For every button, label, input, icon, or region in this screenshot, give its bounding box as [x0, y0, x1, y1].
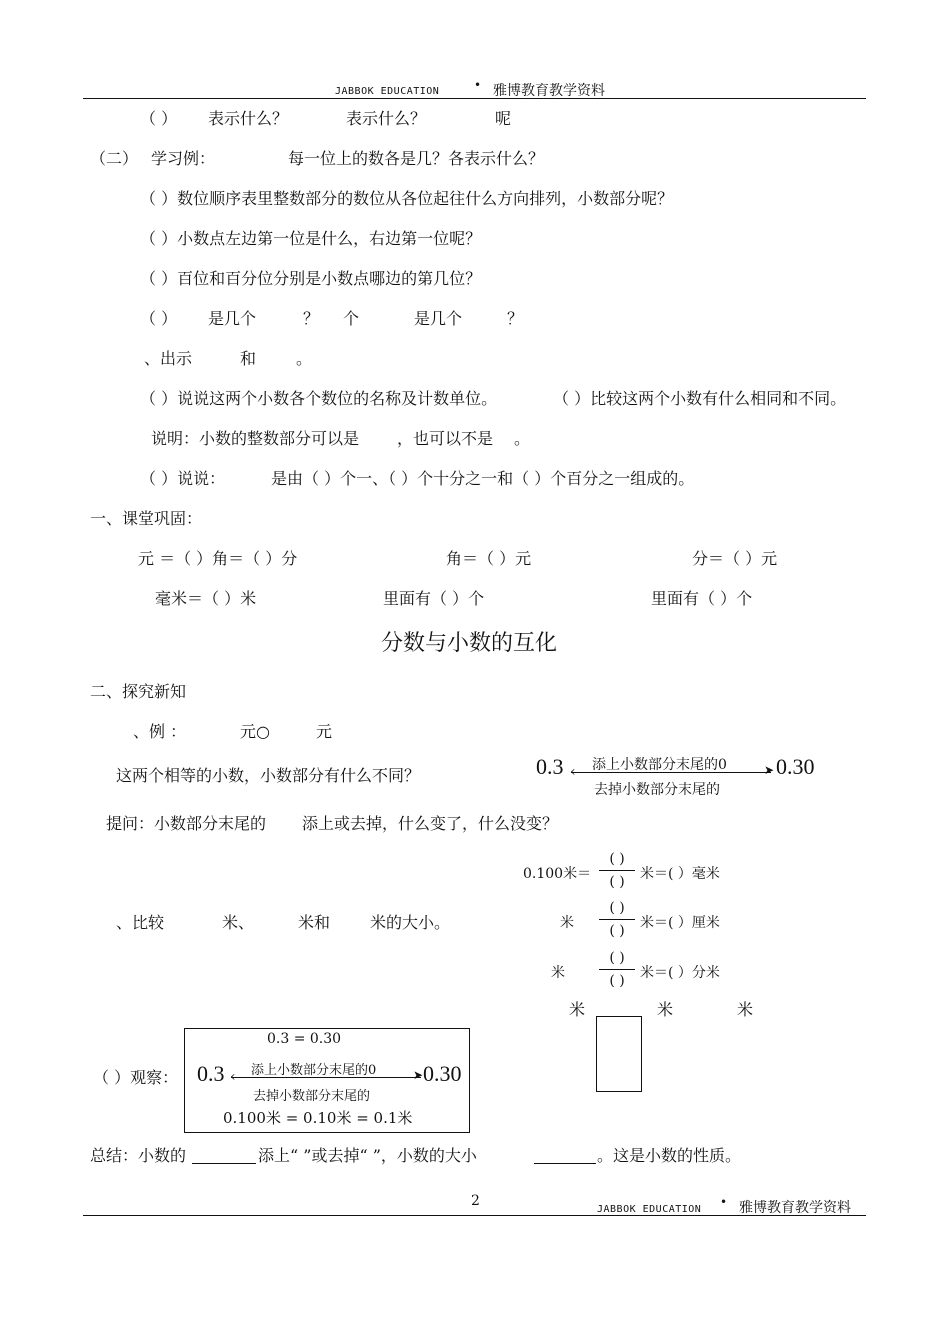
observe-eq2: 0.100米 = 0.10米 = 0.1米 [223, 1109, 413, 1127]
conv1-fraction-bar [599, 870, 635, 871]
question-compare: （ ）比较这两个小数有什么相同和不同。 [553, 389, 847, 408]
section-explore: 二、探究新知 [90, 682, 187, 701]
observe-arrow-line [231, 1077, 421, 1078]
conv4-unit-b: 米 [657, 1000, 674, 1019]
empty-rectangle [596, 1016, 642, 1092]
exercise-contains-2: 里面有（ ）个 [651, 589, 753, 608]
line7-period: 。 [296, 349, 313, 368]
ask-b: 添上或去掉，什么变了，什么没变？ [302, 814, 559, 833]
question-first-digit: （ ）小数点左边第一位是什么，右边第一位呢？ [140, 229, 482, 248]
diagram-arrow-line [571, 772, 771, 773]
question-names: （ ）说说这两个小数各个数位的名称及计数单位。 [140, 389, 498, 408]
learn-example-label: 学习例： [151, 149, 216, 168]
line7-and: 和 [240, 349, 257, 368]
footer-rule [83, 1215, 866, 1216]
exercise-yuan: 元 ＝（ ）角＝（ ）分 [138, 549, 298, 568]
observe-arrow-right-icon: ➤ [413, 1068, 424, 1082]
line1-text-c: 表示什么？ [346, 109, 427, 128]
line6-text-e: 是几个 [414, 309, 463, 328]
footer-brand-en: JABBOK EDUCATION [597, 1204, 702, 1215]
summary-blank-2 [534, 1163, 596, 1164]
line1-text-d: 呢 [495, 109, 512, 128]
compare-c: 米和 [298, 913, 331, 932]
conv3-right: 米＝( ）分米 [640, 965, 720, 981]
digit-question: 每一位上的数各是几？各表示什么？ [288, 149, 545, 168]
exercise-mm: 毫米＝（ ）米 [155, 589, 257, 608]
explanation-a: 说明：小数的整数部分可以是 [151, 429, 360, 448]
line7-show: 、出示 [144, 349, 193, 368]
compare-d: 米的大小。 [370, 913, 451, 932]
conv4-unit-a: 米 [569, 1000, 586, 1019]
example-label: 、例 ： [133, 722, 187, 741]
line6-text-c: ？ [303, 309, 320, 328]
example-yuan: 元 [316, 722, 333, 741]
explanation-b: ，也可以不是 [397, 429, 494, 448]
header-dot: • [474, 78, 482, 92]
explanation-c: 。 [514, 429, 531, 448]
summary-c: 。这是小数的性质。 [597, 1146, 742, 1165]
question-hundreds: （ ）百位和百分位分别是小数点哪边的第几位？ [140, 269, 482, 288]
footer-brand-cn: 雅博教育教学资料 [739, 1200, 851, 1216]
observe-top-label: 添上小数部分末尾的0 [251, 1063, 377, 1078]
footer-dot: • [720, 1195, 728, 1209]
summary-b: 添上“ ”或去掉“ ”，小数的大小 [258, 1146, 477, 1165]
observe-arrow-left-icon: ‹ [230, 1069, 236, 1085]
exercise-jiao: 角＝（ ）元 [446, 549, 532, 568]
conv2-denominator: ( ) [609, 923, 625, 939]
say-label: （ ）说说： [140, 469, 226, 488]
conv1-numerator: ( ) [609, 851, 625, 867]
conv3-numerator: ( ) [609, 950, 625, 966]
ask-a: 提问：小数部分末尾的 [106, 814, 267, 833]
diagram-left-value: 0.3 [536, 754, 564, 779]
example-yuan-circle: 元○ [240, 722, 270, 741]
conv1-left: 0.100米＝ [523, 866, 592, 882]
diagram-top-label: 添上小数部分末尾的0 [592, 757, 727, 773]
section-title: 分数与小数的互化 [381, 631, 558, 656]
exercise-contains-1: 里面有（ ）个 [383, 589, 485, 608]
conv3-denominator: ( ) [609, 973, 625, 989]
summary-blank-1 [192, 1163, 256, 1164]
conv2-right: 米＝( ）厘米 [640, 915, 720, 931]
question-order: （ ）数位顺序表里整数部分的数位从各位起往什么方向排列，小数部分呢？ [140, 189, 674, 208]
line1-text-b: 表示什么？ [208, 109, 289, 128]
question-difference: 这两个相等的小数，小数部分有什么不同？ [116, 766, 421, 785]
composition-text: 是由（ ）个一、（ ）个十分之一和（ ）个百分之一组成的。 [271, 469, 695, 488]
line6-text-d: 个 [343, 309, 360, 328]
observe-label: （ ）观察： [93, 1068, 179, 1087]
header-brand-en: JABBOK EDUCATION [335, 86, 440, 97]
arrow-left-icon: ‹ [570, 764, 576, 780]
compare-a: 、比较 [116, 913, 165, 932]
conv1-denominator: ( ) [609, 874, 625, 890]
conv3-left: 米 [551, 965, 565, 981]
observe-right-value: 0.30 [423, 1061, 462, 1086]
line6-text-f: ？ [507, 309, 524, 328]
observe-box [184, 1028, 470, 1133]
header-rule [83, 98, 866, 99]
page-number: 2 [471, 1193, 480, 1209]
diagram-bottom-label: 去掉小数部分末尾的 [594, 782, 720, 798]
exercise-fen: 分＝（ ）元 [692, 549, 778, 568]
section-consolidation: 一、课堂巩固： [90, 509, 203, 528]
conv1-right: 米＝( ）毫米 [640, 866, 720, 882]
observe-bottom-label: 去掉小数部分末尾的 [253, 1089, 371, 1104]
line1-paren: （ ） [140, 109, 178, 128]
observe-left-value: 0.3 [197, 1061, 225, 1086]
conv3-fraction-bar [599, 969, 635, 970]
compare-b: 米、 [222, 913, 255, 932]
conv4-unit-c: 米 [737, 1000, 754, 1019]
conv2-left: 米 [560, 915, 574, 931]
line6-text-b: 是几个 [208, 309, 257, 328]
observe-eq1: 0.3 = 0.30 [267, 1031, 342, 1047]
summary-a: 总结：小数的 [90, 1146, 187, 1165]
section-two-label: （二） [90, 149, 139, 168]
header-brand-cn: 雅博教育教学资料 [493, 83, 605, 99]
line6-paren: （ ） [140, 309, 178, 328]
conv2-numerator: ( ) [609, 900, 625, 916]
arrow-right-icon: ➤ [764, 763, 775, 777]
diagram-right-value: 0.30 [776, 754, 815, 779]
conv2-fraction-bar [599, 919, 635, 920]
